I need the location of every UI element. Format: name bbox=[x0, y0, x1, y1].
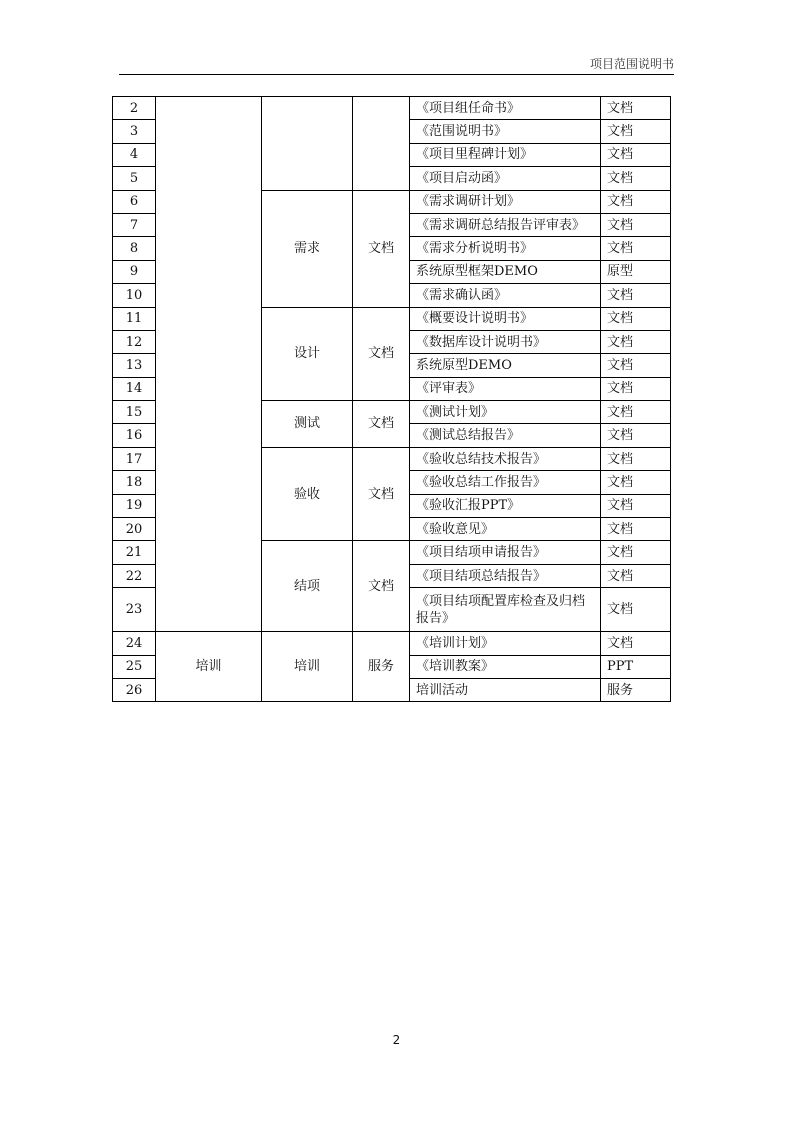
deliverable-form: 文档 bbox=[601, 588, 671, 632]
deliverable-form: 文档 bbox=[601, 447, 671, 470]
deliverable-form: 文档 bbox=[601, 377, 671, 400]
deliverable-name: 《需求确认函》 bbox=[410, 284, 601, 307]
deliverable-name: 《培训教案》 bbox=[410, 655, 601, 678]
deliverable-form: 文档 bbox=[601, 541, 671, 564]
deliverable-form: 文档 bbox=[601, 97, 671, 120]
row-number: 15 bbox=[113, 401, 156, 424]
deliverable-name: 《测试总结报告》 bbox=[410, 424, 601, 447]
row-number: 19 bbox=[113, 494, 156, 517]
deliverable-form: 原型 bbox=[601, 260, 671, 283]
deliverable-form: PPT bbox=[601, 655, 671, 678]
deliverable-name: 《数据库设计说明书》 bbox=[410, 330, 601, 353]
deliverable-form: 文档 bbox=[601, 401, 671, 424]
deliverable-name: 《项目结项总结报告》 bbox=[410, 564, 601, 587]
row-number: 3 bbox=[113, 120, 156, 143]
deliverable-form: 文档 bbox=[601, 354, 671, 377]
deliverable-name: 《培训计划》 bbox=[410, 632, 601, 655]
deliverable-form: 文档 bbox=[601, 213, 671, 236]
header-title: 项目范围说明书 bbox=[589, 57, 674, 71]
deliverable-name: 《需求调研总结报告评审表》 bbox=[410, 213, 601, 236]
row-number: 22 bbox=[113, 564, 156, 587]
row-number: 9 bbox=[113, 260, 156, 283]
deliverable-form: 文档 bbox=[601, 167, 671, 190]
deliverable-form: 文档 bbox=[601, 143, 671, 166]
phase-cell: 培训 bbox=[262, 632, 353, 702]
deliverable-name: 《范围说明书》 bbox=[410, 120, 601, 143]
deliverable-form: 文档 bbox=[601, 120, 671, 143]
page-number: 2 bbox=[392, 1033, 401, 1047]
row-number: 13 bbox=[113, 354, 156, 377]
row-number: 25 bbox=[113, 655, 156, 678]
row-number: 17 bbox=[113, 447, 156, 470]
deliverable-name: 《需求调研计划》 bbox=[410, 190, 601, 213]
deliverables-table bbox=[112, 96, 671, 702]
phase-cell: 需求 bbox=[262, 190, 353, 307]
deliverable-name: 《项目结项申请报告》 bbox=[410, 541, 601, 564]
deliverable-form: 文档 bbox=[601, 564, 671, 587]
type-cell: 服务 bbox=[353, 632, 410, 702]
deliverable-form: 文档 bbox=[601, 471, 671, 494]
deliverable-form: 文档 bbox=[601, 330, 671, 353]
deliverable-form: 文档 bbox=[601, 284, 671, 307]
row-number: 26 bbox=[113, 678, 156, 701]
type-cell: 文档 bbox=[353, 447, 410, 541]
row-number: 2 bbox=[113, 97, 156, 120]
row-number: 5 bbox=[113, 167, 156, 190]
row-number: 10 bbox=[113, 284, 156, 307]
table-row bbox=[113, 632, 671, 655]
deliverable-form: 服务 bbox=[601, 678, 671, 701]
type-cell: 文档 bbox=[353, 401, 410, 448]
row-number: 20 bbox=[113, 518, 156, 541]
deliverable-form: 文档 bbox=[601, 307, 671, 330]
row-number: 8 bbox=[113, 237, 156, 260]
row-number: 6 bbox=[113, 190, 156, 213]
type-cell: 文档 bbox=[353, 190, 410, 307]
row-number: 21 bbox=[113, 541, 156, 564]
deliverable-name: 系统原型DEMO bbox=[410, 354, 601, 377]
type-cell-empty bbox=[353, 97, 410, 191]
deliverable-name: 《项目结项配置库检查及归档报告》 bbox=[410, 588, 601, 632]
header-rule bbox=[119, 74, 674, 75]
row-number: 12 bbox=[113, 330, 156, 353]
deliverable-form: 文档 bbox=[601, 632, 671, 655]
deliverable-name: 《需求分析说明书》 bbox=[410, 237, 601, 260]
deliverable-name: 《项目启动函》 bbox=[410, 167, 601, 190]
deliverable-name: 《验收总结技术报告》 bbox=[410, 447, 601, 470]
row-number: 16 bbox=[113, 424, 156, 447]
deliverable-form: 文档 bbox=[601, 237, 671, 260]
deliverable-name: 《评审表》 bbox=[410, 377, 601, 400]
row-number: 7 bbox=[113, 213, 156, 236]
category-cell-empty bbox=[156, 97, 262, 632]
category-cell: 培训 bbox=[156, 632, 262, 702]
type-cell: 文档 bbox=[353, 307, 410, 401]
deliverable-name: 《概要设计说明书》 bbox=[410, 307, 601, 330]
row-number: 18 bbox=[113, 471, 156, 494]
phase-cell-empty bbox=[262, 97, 353, 191]
deliverable-form: 文档 bbox=[601, 190, 671, 213]
deliverable-name: 《测试计划》 bbox=[410, 401, 601, 424]
deliverable-name: 系统原型框架DEMO bbox=[410, 260, 601, 283]
row-number: 14 bbox=[113, 377, 156, 400]
deliverable-name: 培训活动 bbox=[410, 678, 601, 701]
deliverable-form: 文档 bbox=[601, 518, 671, 541]
deliverable-form: 文档 bbox=[601, 494, 671, 517]
deliverable-name: 《验收汇报PPT》 bbox=[410, 494, 601, 517]
deliverable-name: 《验收总结工作报告》 bbox=[410, 471, 601, 494]
row-number: 23 bbox=[113, 588, 156, 632]
row-number: 24 bbox=[113, 632, 156, 655]
phase-cell: 验收 bbox=[262, 447, 353, 541]
phase-cell: 设计 bbox=[262, 307, 353, 401]
table-row bbox=[113, 97, 671, 120]
deliverable-name: 《验收意见》 bbox=[410, 518, 601, 541]
deliverable-name: 《项目里程碑计划》 bbox=[410, 143, 601, 166]
deliverable-name: 《项目组任命书》 bbox=[410, 97, 601, 120]
phase-cell: 测试 bbox=[262, 401, 353, 448]
phase-cell: 结项 bbox=[262, 541, 353, 632]
type-cell: 文档 bbox=[353, 541, 410, 632]
deliverable-form: 文档 bbox=[601, 424, 671, 447]
row-number: 4 bbox=[113, 143, 156, 166]
row-number: 11 bbox=[113, 307, 156, 330]
